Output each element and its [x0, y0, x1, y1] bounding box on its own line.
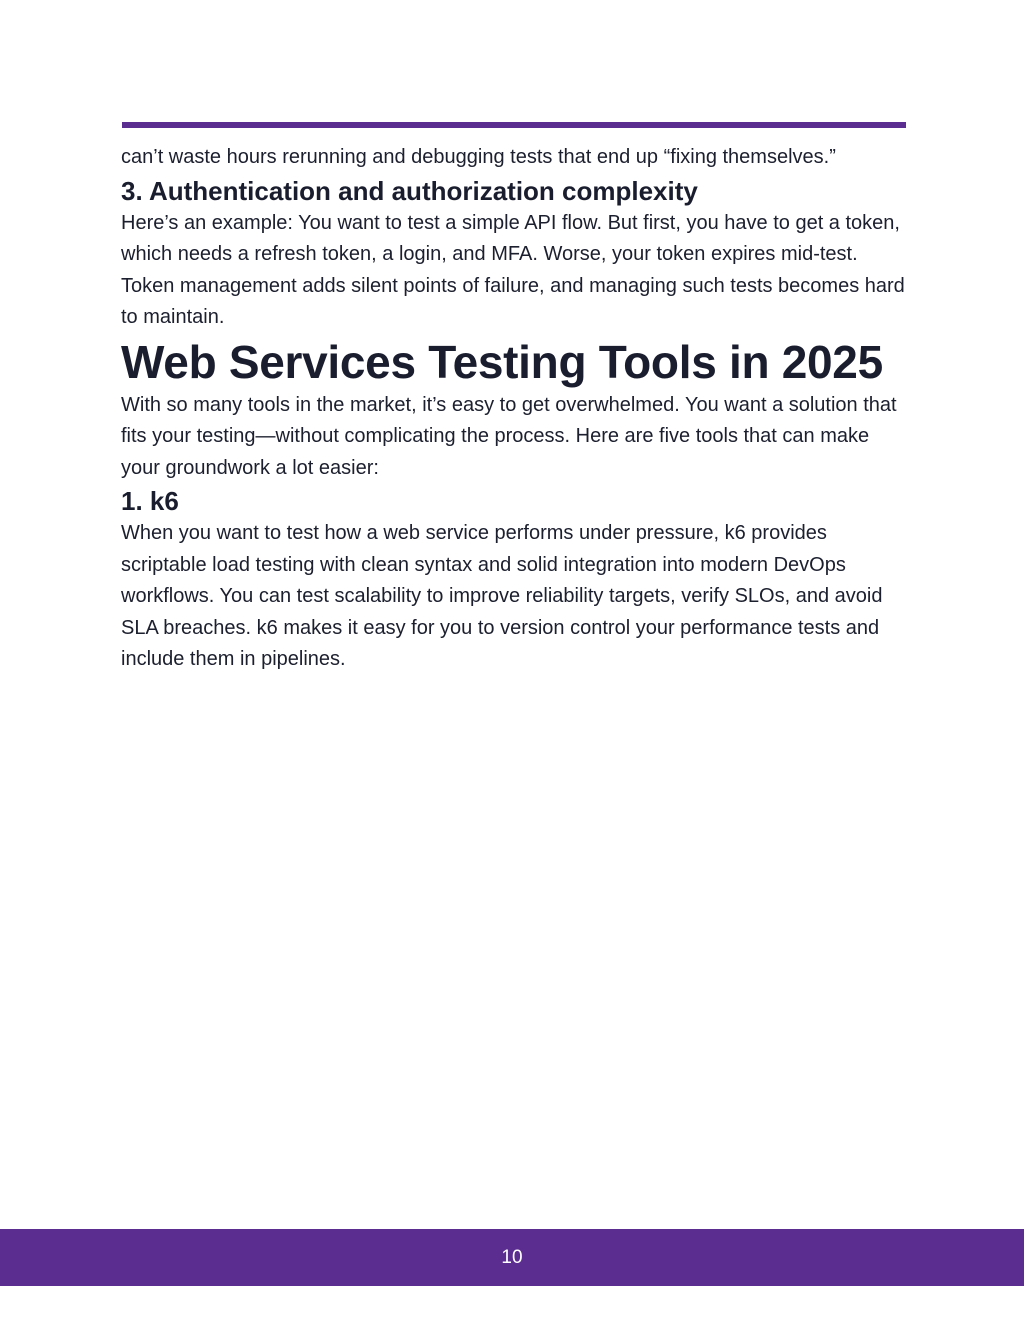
- tools-intro-paragraph: With so many tools in the market, it’s easy to get overwhelmed. You want a solution that fits your testing—without complicating the process. Here are five tools that can make your groundwork a lot easier:: [121, 393, 897, 479]
- auth-complexity-heading: 3. Authentication and authorization complexity: [121, 175, 698, 206]
- section-title: Web Services Testing Tools in 2025: [121, 335, 883, 388]
- k6-paragraph: When you want to test how a web service performs under pressure, k6 provides scriptable load testing with clean syntax and solid integration into modern DevOps workflows. You can test scalability to improve reliability targets, verify SLOs, and avoid SLA breaches. k6 makes it easy for you to version control your performance tests and include them in pipelines.: [121, 522, 883, 670]
- footer-bar: [0, 1229, 1024, 1286]
- auth-complexity-paragraph: Here’s an example: You want to test a simple API flow. But first, you have to get a token, which needs a refresh token, a login, and MFA. Worse, your token expires mid-test. Token management adds silent points of failure, and managing such tests becomes hard to maintain.: [121, 211, 905, 328]
- k6-heading: 1. k6: [121, 486, 179, 516]
- intro-paragraph: can’t waste hours rerunning and debugging tests that end up “fixing themselves.”: [121, 146, 836, 168]
- page-content: [121, 142, 906, 676]
- page-number: 10: [501, 1246, 523, 1268]
- top-accent-rule: [122, 122, 906, 128]
